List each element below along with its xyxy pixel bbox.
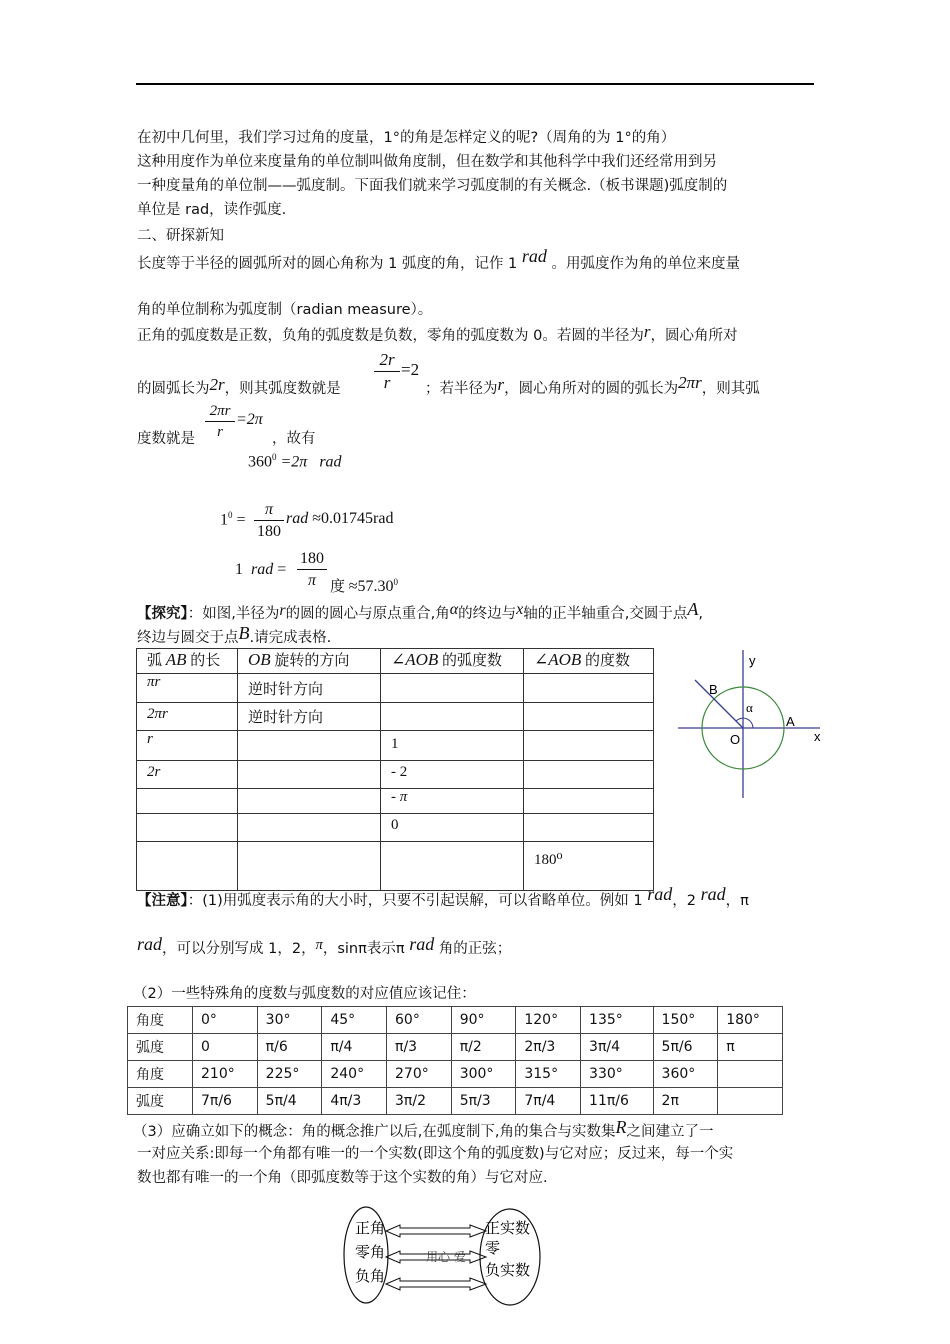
eq-degree-char: 度 (330, 579, 346, 595)
table-cell: 45° (322, 1007, 387, 1034)
header-arc-length (137, 649, 238, 674)
para-text: 的圆弧长为 (137, 381, 210, 397)
para-line-1 (137, 322, 738, 346)
table-cell: 4π/3 (322, 1088, 387, 1115)
rad-unit: rad (137, 934, 163, 954)
header-rule (136, 83, 814, 85)
header-text: 的度数 (581, 653, 631, 669)
math-B: B (238, 623, 250, 643)
table-cell: 2π/3 (516, 1034, 581, 1061)
special-angles-table (127, 1006, 783, 1115)
explore-text: 轴的正半轴重合,交圆于点 (523, 606, 688, 622)
intro-line-4: 单位是 rad，读作弧度. (137, 202, 287, 218)
eq-approx: ≈0.01745rad (312, 510, 394, 527)
note-line-2 (137, 934, 512, 959)
table-cell: 弧度 (128, 1034, 193, 1061)
angle-real-mapping-diagram (340, 1205, 550, 1315)
table-cell: 0 (381, 814, 524, 842)
para-line-2b (425, 373, 760, 399)
para-line-2 (137, 375, 341, 399)
fraction-numerator: 2r (374, 349, 400, 372)
rad-unit: rad (409, 934, 435, 954)
eq-unit: rad (286, 510, 309, 527)
right-label-positive: 正实数 (485, 1219, 531, 1237)
intro-line-2: 这种用度作为单位来度量角的单位制叫做角度制，但在数学和其他科学中我们还经常用到另 (137, 154, 717, 170)
explore-text: ：如图,半径为 (187, 606, 280, 622)
equation-360-deg (248, 452, 342, 471)
table-cell: 2r (137, 761, 238, 789)
para-text-gu-you: ，故有 (272, 431, 316, 447)
right-label-negative: 负实数 (485, 1261, 531, 1279)
header-text: 的长 (186, 653, 221, 669)
table-cell: 120° (516, 1007, 581, 1034)
note-text: （3）应确立如下的概念：角的概念推广以后,在弧度制下,角的集合与实数集 (133, 1124, 616, 1140)
table-cell: 0 (193, 1034, 258, 1061)
table-cell: 0° (193, 1007, 258, 1034)
table-cell[interactable] (524, 674, 654, 703)
note-3-line-1 (133, 1117, 714, 1142)
table-cell (718, 1061, 783, 1088)
table-cell[interactable] (238, 789, 381, 814)
math-R: R (615, 1117, 627, 1137)
table-cell: 1 (381, 731, 524, 761)
equation-1-rad-rhs (330, 575, 398, 596)
intro-line-1: 在初中几何里，我们学习过角的度量，1°的角是怎样定义的呢?（周角的为 1°的角） (137, 130, 676, 146)
rad-unit: rad (521, 246, 547, 266)
explore-line-1 (137, 599, 703, 624)
table-cell[interactable] (381, 703, 524, 731)
note-text: 之间建立了一 (626, 1124, 714, 1140)
eq-sup: 0 (393, 577, 399, 587)
math-A: A (687, 599, 699, 619)
definition-line-2: 角的单位制称为弧度制（radian measure）。 (137, 302, 433, 318)
alpha-label: α (746, 700, 753, 715)
note-text: ，sinπ表示π (322, 941, 405, 957)
fraction-pi-over-180 (254, 500, 284, 543)
table-cell: 30° (257, 1007, 322, 1034)
table-cell[interactable] (381, 674, 524, 703)
table-cell: 315° (516, 1061, 581, 1088)
table-cell: π (718, 1034, 783, 1061)
math-r: r (279, 602, 286, 619)
fraction-result: =2 (401, 360, 420, 379)
note-text: ，π (725, 893, 749, 909)
fraction-denominator: r (383, 373, 391, 392)
para-text: ，圆心角所对 (650, 328, 738, 344)
table-cell[interactable] (524, 789, 654, 814)
table-cell: r (137, 731, 238, 761)
table-cell: 135° (581, 1007, 654, 1034)
header-math: ∠AOB (534, 650, 582, 669)
header-math: OB (248, 650, 271, 669)
fraction-2r-over-r (374, 349, 400, 394)
table-cell: 225° (257, 1061, 322, 1088)
table-cell[interactable] (137, 814, 238, 842)
b-label: B (709, 682, 718, 697)
watermark-text: 用心 爱 (426, 1250, 466, 1264)
note-tag: 【注意】 (137, 893, 188, 909)
left-label-zero: 零角 (355, 1243, 386, 1261)
header-text: 的弧度数 (438, 653, 503, 669)
table-row (137, 761, 654, 789)
table-cell: π/4 (322, 1034, 387, 1061)
math-2r: 2r (209, 375, 225, 394)
explore-text: , (698, 606, 703, 622)
table-cell: 2π (653, 1088, 718, 1115)
definition-text-a: 长度等于半径的圆弧所对的圆心角称为 1 弧度的角，记作 1 (137, 256, 518, 272)
left-label-negative: 负角 (355, 1267, 386, 1285)
para-line-3 (137, 429, 195, 449)
definition-line-1 (137, 246, 741, 274)
right-label-zero: 零 (485, 1239, 501, 1257)
eq-unit: rad (319, 453, 342, 471)
para-text: ，则其弧度数就是 (224, 381, 341, 397)
table-row (128, 1088, 783, 1115)
left-label-positive: 正角 (355, 1219, 386, 1237)
table-cell: 300° (451, 1061, 516, 1088)
table-cell[interactable] (524, 814, 654, 842)
explore-table (136, 648, 654, 891)
table-cell: 150° (653, 1007, 718, 1034)
table-cell: 角度 (128, 1061, 193, 1088)
table-cell (718, 1088, 783, 1115)
table-cell: 180⁰ (524, 842, 654, 891)
table-cell[interactable] (137, 842, 238, 891)
table-row (137, 703, 654, 731)
para-text: ，则其弧 (701, 381, 760, 397)
note-text: ，2 (672, 893, 696, 909)
unit-circle-figure (670, 645, 830, 805)
explore-tag: 【探究】 (137, 606, 188, 622)
explore-text: 的圆的圆心与原点重合,角 (285, 606, 450, 622)
table-cell: π/6 (257, 1034, 322, 1061)
note-line-1 (137, 884, 749, 911)
fraction-numerator: 180 (297, 549, 327, 570)
table-cell[interactable] (524, 703, 654, 731)
table-cell: πr (137, 674, 238, 703)
table-cell: 360° (653, 1061, 718, 1088)
eq-unit: rad (251, 561, 274, 578)
table-cell: - 2 (381, 761, 524, 789)
eq-rhs: =2π (280, 453, 308, 471)
note-text: 角的正弦； (438, 941, 512, 957)
table-cell[interactable] (238, 731, 381, 761)
eq-sup: 0 (228, 510, 233, 520)
para-text: 度数就是 (137, 431, 195, 447)
table-cell: 逆时针方向 (238, 703, 381, 731)
table-row (128, 1034, 783, 1061)
math-x: x (516, 601, 524, 618)
explore-text: .请完成表格. (249, 630, 332, 646)
table-cell: 330° (581, 1061, 654, 1088)
table-cell: 5π/4 (257, 1088, 322, 1115)
table-cell: π/2 (451, 1034, 516, 1061)
table-cell: 3π/4 (581, 1034, 654, 1061)
fraction-denominator: 180 (257, 523, 281, 540)
table-row (137, 674, 654, 703)
table-cell: 逆时针方向 (238, 674, 381, 703)
table-cell: 2πr (137, 703, 238, 731)
table-cell: 3π/2 (387, 1088, 452, 1115)
table-cell: 60° (387, 1007, 452, 1034)
table-cell: 弧度 (128, 1088, 193, 1115)
equation-1-deg (220, 510, 246, 529)
table-row (137, 789, 654, 814)
table-cell[interactable] (238, 814, 381, 842)
table-row (137, 731, 654, 761)
table-header-row (137, 649, 654, 674)
eq-lhs: 1 (220, 511, 228, 529)
note-3-line-2: 一对应关系:即每一个角都有唯一的一个实数(即这个角的弧度数)与它对应；反过来，每一个实 (137, 1146, 734, 1162)
equation-1-rad (235, 561, 286, 579)
o-label: O (730, 732, 741, 747)
fraction-2pir-over-r (205, 402, 235, 442)
table-cell[interactable] (238, 761, 381, 789)
eq-approx: ≈57.30 (348, 578, 394, 595)
eq-lhs: 360 (248, 453, 272, 471)
table-cell: - π (381, 789, 524, 814)
table-cell: 7π/6 (193, 1088, 258, 1115)
fraction-numerator: π (254, 500, 284, 521)
math-pi: π (315, 937, 323, 953)
table-cell: 5π/3 (451, 1088, 516, 1115)
table-row (128, 1061, 783, 1088)
para-text: 正角的弧度数是正数，负角的弧度数是负数，零角的弧度数为 0。若圆的半径为 (137, 328, 644, 344)
note-text: ，可以分别写成 1，2， (162, 941, 316, 957)
eq-sign: = (277, 561, 287, 578)
table-cell: 240° (322, 1061, 387, 1088)
para-text: ，圆心角所对的圆的弧长为 (504, 381, 679, 397)
explore-line-2 (137, 623, 332, 648)
table-row (137, 814, 654, 842)
table-row (128, 1007, 783, 1034)
fraction-result (236, 411, 263, 429)
table-row (137, 842, 654, 891)
math-r: r (643, 322, 651, 341)
rad-unit: rad (647, 884, 673, 904)
table-cell[interactable] (381, 842, 524, 891)
table-cell: 5π/6 (653, 1034, 718, 1061)
y-label: y (749, 653, 756, 668)
header-radians (381, 649, 524, 674)
table-cell: 11π/6 (581, 1088, 654, 1115)
math-2pir: 2πr (678, 373, 702, 392)
header-text: 弧 (147, 653, 166, 669)
table-cell[interactable] (137, 789, 238, 814)
para-text: ；若半径为 (425, 381, 498, 397)
eq-lhs: 1 (235, 561, 243, 578)
table-cell: 90° (451, 1007, 516, 1034)
table-cell: 角度 (128, 1007, 193, 1034)
table-cell[interactable] (524, 761, 654, 789)
math-alpha: α (449, 601, 459, 618)
header-direction (238, 649, 381, 674)
intro-line-3: 一种度量角的单位制——弧度制。下面我们就来学习弧度制的有关概念.（板书课题)弧度制的 (137, 178, 728, 194)
header-math: ∠AOB (391, 650, 439, 669)
math-r: r (497, 375, 505, 394)
explore-text: 的终边与 (458, 606, 517, 622)
table-cell[interactable] (524, 731, 654, 761)
eq-sup: 0 (272, 452, 277, 462)
header-math: AB (165, 650, 187, 669)
table-cell: 210° (193, 1061, 258, 1088)
fraction-result-value: =2π (236, 411, 263, 428)
table-cell: 270° (387, 1061, 452, 1088)
fraction-numerator: 2πr (205, 402, 235, 422)
section-heading: 二、研探新知 (137, 228, 224, 244)
eq-sign: = (236, 511, 246, 529)
fraction-denominator: r (217, 424, 223, 440)
fraction-denominator: π (307, 572, 316, 589)
rad-unit: rad (700, 884, 726, 904)
header-text: 旋转的方向 (270, 653, 350, 669)
table-cell: π/3 (387, 1034, 452, 1061)
x-label: x (814, 729, 821, 744)
fraction-180-over-pi (297, 549, 327, 592)
table-cell: 7π/4 (516, 1088, 581, 1115)
note-line-3: （2）一些特殊角的度数与弧度数的对应值应该记住： (133, 986, 476, 1002)
table-cell[interactable] (238, 842, 381, 891)
a-label: A (786, 714, 795, 729)
definition-text-b: 。用弧度作为角的单位来度量 (551, 256, 741, 272)
table-cell: 180° (718, 1007, 783, 1034)
header-degrees (524, 649, 654, 674)
note-text: ：(1)用弧度表示角的大小时，只要不引起误解，可以省略单位。例如 1 (187, 893, 643, 909)
equation-1-deg-rhs (286, 510, 393, 528)
explore-text: 终边与圆交于点 (137, 630, 239, 646)
note-3-line-3: 数也都有唯一的一个角（即弧度数等于这个实数的角）与它对应. (137, 1170, 548, 1186)
